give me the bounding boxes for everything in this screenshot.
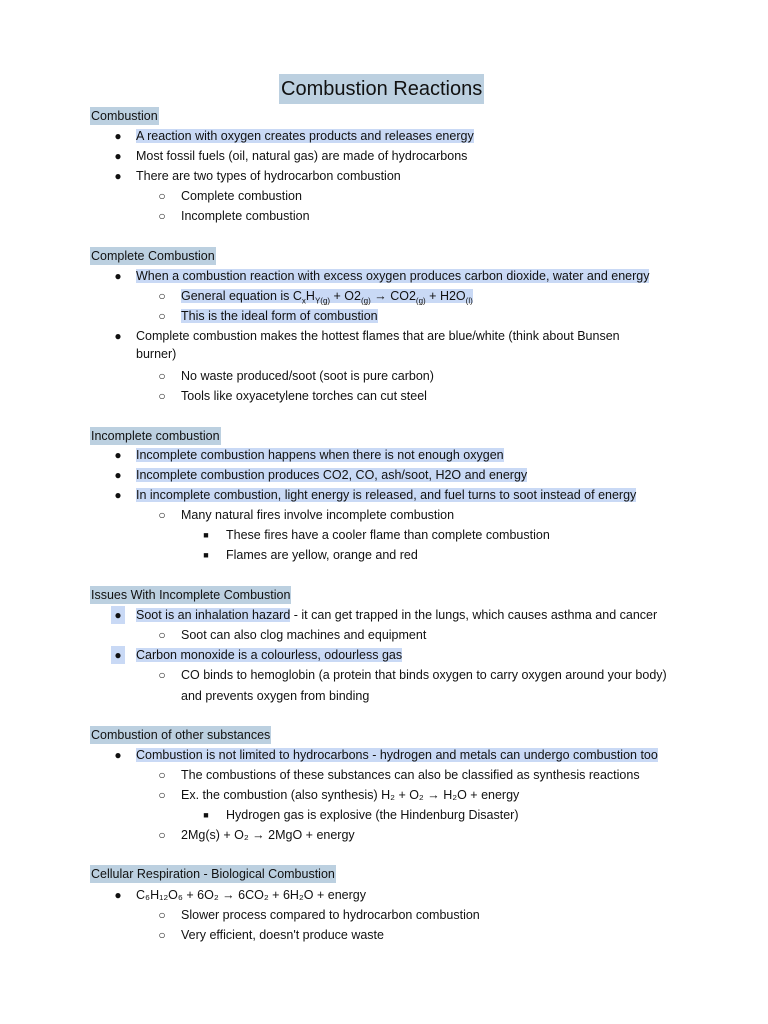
list-item: Carbon monoxide is a colourless, odourless gas xyxy=(136,648,403,662)
bullet-circle: ○ xyxy=(158,668,166,682)
list-item: Slower process compared to hydrocarbon combustion xyxy=(181,908,480,922)
bullet-disc: ● xyxy=(114,448,122,462)
list-item: Incomplete combustion happens when there is not enough oxygen xyxy=(136,448,504,462)
list-item: Complete combustion xyxy=(181,189,302,203)
list-item-continuation: and prevents oxygen from binding xyxy=(181,689,370,703)
section-heading-incomplete-combustion: Incomplete combustion xyxy=(91,429,220,443)
list-item: When a combustion reaction with excess oxygen produces carbon dioxide, water and energy xyxy=(136,269,650,283)
bullet-circle: ○ xyxy=(158,928,166,942)
bullet-disc: ● xyxy=(114,468,122,482)
bullet-circle: ○ xyxy=(158,189,166,203)
bullet-circle: ○ xyxy=(158,289,166,303)
section-heading-complete-combustion: Complete Combustion xyxy=(91,249,215,263)
bullet-circle: ○ xyxy=(158,828,166,842)
list-item: These fires have a cooler flame than complete combustion xyxy=(226,528,550,542)
section-heading-other-substances: Combustion of other substances xyxy=(91,728,271,742)
list-item: Incomplete combustion xyxy=(181,209,310,223)
list-item: Combustion is not limited to hydrocarbons - hydrogen and metals can undergo combustion too xyxy=(136,748,658,762)
list-item: Incomplete combustion produces CO2, CO, ash/soot, H2O and energy xyxy=(136,468,528,482)
section-heading-cellular-respiration: Cellular Respiration - Biological Combustion xyxy=(91,867,335,881)
bullet-circle: ○ xyxy=(158,908,166,922)
list-item: Flames are yellow, orange and red xyxy=(226,548,418,562)
bullet-circle: ○ xyxy=(158,389,166,403)
list-item: This is the ideal form of combustion xyxy=(181,309,378,323)
bullet-disc: ● xyxy=(111,606,125,624)
bullet-disc: ● xyxy=(114,748,122,762)
list-item: Ex. the combustion (also synthesis) H₂ + O₂ → H₂O + energy xyxy=(181,788,520,802)
list-item: 2Mg(s) + O₂ → 2MgO + energy xyxy=(181,828,355,842)
general-equation: General equation is $C_xH_{Y(g)} + O2_{(g)} \to CO2_{(g)} + H2O_{(l)}$ xyxy=(181,289,473,306)
list-item: The combustions of these substances can also be classified as synthesis reactions xyxy=(181,768,640,782)
bullet-circle: ○ xyxy=(158,788,166,802)
list-item: There are two types of hydrocarbon combustion xyxy=(136,169,401,183)
list-item: Soot can also clog machines and equipment xyxy=(181,628,427,642)
bullet-disc: ● xyxy=(114,329,122,343)
list-item: Most fossil fuels (oil, natural gas) are made of hydrocarbons xyxy=(136,149,468,163)
list-item: Complete combustion makes the hottest flames that are blue/white (think about Bunsen burner) xyxy=(136,329,620,361)
list-item: Very efficient, doesn't produce waste xyxy=(181,928,384,942)
bullet-circle: ○ xyxy=(158,369,166,383)
list-item: In incomplete combustion, light energy is released, and fuel turns to soot instead of energy xyxy=(136,488,637,502)
bullet-circle: ○ xyxy=(158,508,166,522)
list-item: No waste produced/soot (soot is pure carbon) xyxy=(181,369,434,383)
page-title: Combustion Reactions xyxy=(279,74,484,104)
bullet-circle: ○ xyxy=(158,628,166,642)
bullet-square: ■ xyxy=(203,810,209,820)
bullet-disc: ● xyxy=(111,646,125,664)
bullet-disc: ● xyxy=(114,488,122,502)
bullet-disc: ● xyxy=(114,129,122,143)
bullet-disc: ● xyxy=(114,149,122,163)
bullet-disc: ● xyxy=(114,888,122,902)
bullet-circle: ○ xyxy=(158,309,166,323)
section-heading-issues: Issues With Incomplete Combustion xyxy=(91,588,291,602)
bullet-circle: ○ xyxy=(158,768,166,782)
bullet-square: ■ xyxy=(203,550,209,560)
bullet-circle: ○ xyxy=(158,209,166,223)
list-item: Many natural fires involve incomplete combustion xyxy=(181,508,455,522)
list-item: C₆H₁₂O₆ + 6O₂ → 6CO₂ + 6H₂O + energy xyxy=(136,888,366,902)
list-item: Soot is an inhalation hazard - it can get trapped in the lungs, which causes asthma and cancer xyxy=(136,608,658,622)
list-item: CO binds to hemoglobin (a protein that binds oxygen to carry oxygen around your body) xyxy=(181,668,667,682)
section-heading-combustion: Combustion xyxy=(91,109,158,123)
list-item: A reaction with oxygen creates products and releases energy xyxy=(136,129,474,143)
list-item: Hydrogen gas is explosive (the Hindenburg Disaster) xyxy=(226,808,519,822)
list-item: Tools like oxyacetylene torches can cut steel xyxy=(181,389,427,403)
bullet-disc: ● xyxy=(114,169,122,183)
bullet-disc: ● xyxy=(114,269,122,283)
bullet-square: ■ xyxy=(203,530,209,540)
